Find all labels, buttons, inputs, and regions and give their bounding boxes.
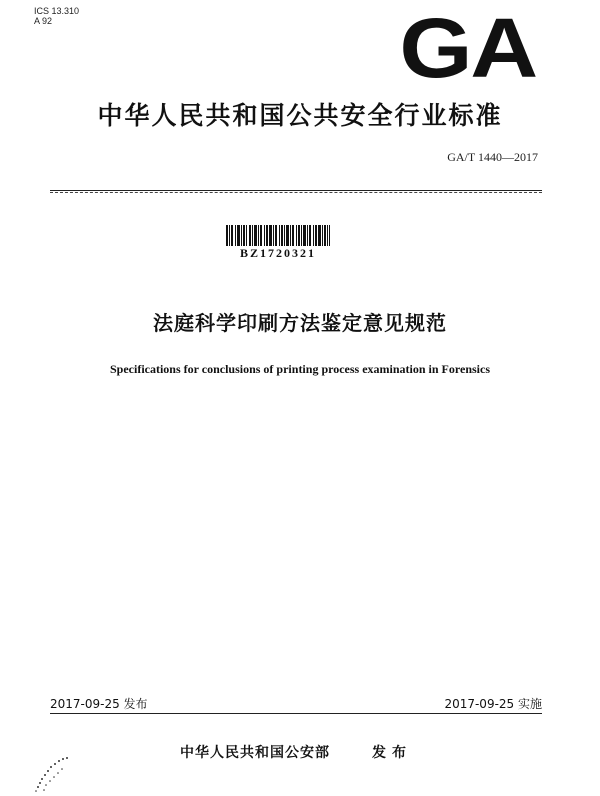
header-divider-dashed [50,192,542,193]
ccs-code: A 92 [34,16,53,26]
standard-category-title: 中华人民共和国公共安全行业标准 [97,101,503,130]
implementation-date: 2017-09-25 实施 [444,697,542,711]
footer-divider [50,713,542,714]
header-divider [50,190,542,191]
standard-number: GA/T 1440—2017 [447,150,538,164]
document-title: 法庭科学印刷方法鉴定意见规范 [153,311,447,335]
document-subtitle: Specifications for conclusions of printing process examination in Forensics [109,362,490,376]
seal-stamp-icon [26,735,86,795]
publisher-name: 中华人民共和国公安部 [180,745,330,761]
publish-label: 发布 [372,745,412,761]
ga-logo: GA [399,1,536,95]
issue-date: 2017-09-25 发布 [50,697,148,711]
barcode-number: BZ1720321 [239,246,316,260]
barcode-icon [226,225,330,246]
ics-code: ICS 13.310 [34,6,80,16]
classification-codes [34,6,79,26]
